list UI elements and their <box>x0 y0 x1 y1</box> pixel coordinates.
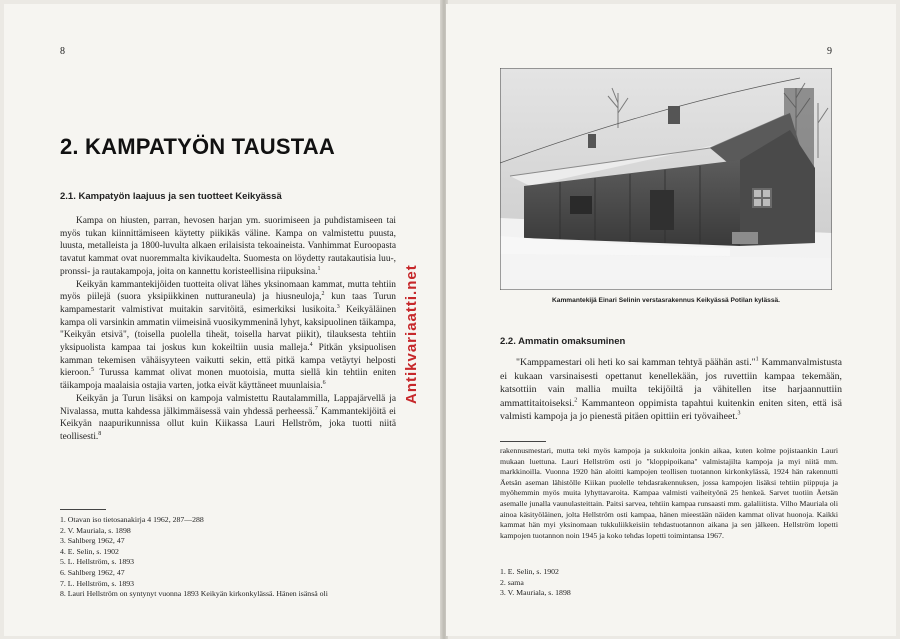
footnote-continuation: rakennusmestari, mutta teki myös kampoja ja sukkuloita jonkin aikaa, kuten kolme pojistaankin Lauri mukaan luettuna. Lauri Hellström osti jo "kloppipoikana" valmistajilta kampoja ja myi niitä mm. markkinoilla. Vuonna 1920 hän aloitti kampojen teollisen tuotannon kirkonkylässä, 1924 hän rakennutti Äetsän aseman lähistölle Kiikan puolelle tehdasrakennuksen, jossa kampojen lisäksi tehtiin piippuja ja myöhemmin myös muita lyhyttavaroita. Kampaa valmisti vaiheityönä 25 henkeä. Sarvet tuotiin Äetsän asemalle junalla vaunulasteittain. Paitsi sarvea, tehtiin kampaa runsaasti mm. galaliitista. Vilho Mauriala oli ainoa käsityöläinen, jolta Hellström osti kampaa, hänen mieestään näiden kammat olivat huonoja. Kaikki kammat hän myi yksinomaan tukkuliikkeisiin tehdastuotannon aikana ja sen jälkeen. Hellström lopetti kampojen tuotannon noin 1945 ja koko tehdas lopetti toimintansa 1967. <box>500 446 838 540</box>
footnote-marker: 8 <box>98 430 102 437</box>
body-text <box>500 356 842 424</box>
footnote: 2. V. Mauriala, s. 1898 <box>60 525 131 535</box>
footnote: 3. V. Mauriala, s. 1898 <box>500 588 571 598</box>
footnote-marker: 4 <box>309 341 313 348</box>
footnote-rule <box>60 509 106 510</box>
page-number: 8 <box>60 46 65 57</box>
footnote: 1. Otavan iso tietosanakirja 4 1962, 287—288 <box>60 515 204 524</box>
paragraph: Keikyän kammantekijöiden tuotteita olivat lähes yksinomaan kammat, mutta tehtiin myös piilejä (suora yksipiikkinen nutturaneula) ja hiusneuloja,$^2$ kun taas Turun kampamestarit valmistivat muitakin sarvitöitä, esimerkiksi lusikoita.$^3$ Keikyäläinen kampa oli varsinkin ammatin viimeisinä vuosikymmeninä lyhyt, kaksipuolinen täikampa, "Keikyän etsivä", (toisella puolella tiheät, toisella harvat piikit), tilauksesta tehtiin yksipuolista kampaa tai joskus kun kokeiltiin uusia malleja.$^4$ Pitkän yksipuolisen kamman tekemisen vähäisyyteen vaikutti sekin, että pitkä kampa vetäytyi helposti kieroon.$^5$ Turussa kammat olivat monen muotoisia, mutta siellä kin tehtiin eniten täikampoja maalaisia ostajia varten, jotka eivät käyttäneet muunlaisia.$^6$ <box>60 279 397 392</box>
right-page <box>446 4 896 636</box>
chapter-title: 2. KAMPATYÖN TAUSTAA <box>60 134 335 159</box>
footnote-rule <box>500 441 546 442</box>
section-heading: 2.1. Kampatyön laajuus ja sen tuotteet Keikyässä <box>60 191 282 202</box>
footnote: 4. E. Selin, s. 1902 <box>60 546 119 556</box>
footnote-marker: 3 <box>336 303 340 310</box>
watermark-text: Antikvariaatti.net <box>403 264 420 404</box>
footnote-marker: 3 <box>737 411 741 418</box>
section-heading: 2.2. Ammatin omaksuminen <box>500 336 626 347</box>
footnote: 6. Sahlberg 1962, 47 <box>60 567 125 577</box>
workshop-photo <box>500 68 832 290</box>
left-page <box>4 4 442 636</box>
footnote-marker: 7 <box>314 405 318 412</box>
footnote: 1. E. Selin, s. 1902 <box>500 567 559 576</box>
footnote: 8. Lauri Hellström on syntynyt vuonna 1893 Keikyän kirkonkylässä. Hänen isänsä oli <box>60 589 328 599</box>
paragraph: "Kamppamestari oli heti ko sai kamman tehtyä päähän asti."$^1$ Kammanvalmistusta ei kukaan varsinaisesti opettanut kenellekään, jos ruvettiin kampaa tekemään, katsottiin vain mallia muilta tekijöiltä ja vähitellen itse harjaannuttiin ammattitaitoiseksi.$^2$ Kammanteon oppimista tapahtui kuitenkin eniten siten, että isä valmisti kampoja ja jo pienestä pitäen opittiin eri työvaiheet.$^3$ <box>500 356 842 423</box>
footnote: 3. Sahlberg 1962, 47 <box>60 536 125 546</box>
footnotes <box>500 567 800 599</box>
page-number: 9 <box>827 46 832 57</box>
footnotes <box>60 515 400 600</box>
footnote: 7. L. Hellström, s. 1893 <box>60 578 135 588</box>
footnote-marker: 1 <box>317 265 321 272</box>
footnote-marker: 5 <box>90 367 94 374</box>
footnote-marker: 1 <box>755 356 759 363</box>
footnote-marker: 2 <box>321 291 325 298</box>
photo-caption: Kammantekijä Einari Selinin verstasrakennus Keikyässä Potilan kylässä. <box>552 297 780 304</box>
paragraph: Keikyän ja Turun lisäksi on kampoja valmistettu Rautalammilla, Lappajärvellä ja Nivalassa, mutta kahdessa jälkimmäisessä vain yhdessä perheessä.$^7$ Kammantekijöitä ei Keikyän naapurikunnissa ollut kuin Kiikassa Lauri Hellström, joka tuotti niitä teollisesti.$^8$ <box>60 393 396 442</box>
footnote-marker: 6 <box>322 380 326 387</box>
footnote: 5. L. Hellström, s. 1893 <box>60 557 135 567</box>
footnote: 2. sama <box>500 577 524 587</box>
paragraph: Kampa on hiusten, parran, hevosen harjan ym. suorimiseen ja puhdistamiseen tai myös tukan kiinnittämiseen käytetty piikikäs väline. Kampa on valmistettu puusta, luusta, metalleista ja 1800-luvulta alkaen erilaisista tekoaineista. Vanhimmat Euroopasta tavatut kammat ovat nuoremmalta kivikaudelta. Suomesta on löydetty rautakautisia luu-, pronssi- ja rautakampoja, joita on kannettu koristeellisina riipuksina.$^1$ <box>60 216 396 277</box>
body-text <box>60 215 396 444</box>
footnote-marker: 2 <box>574 397 578 404</box>
